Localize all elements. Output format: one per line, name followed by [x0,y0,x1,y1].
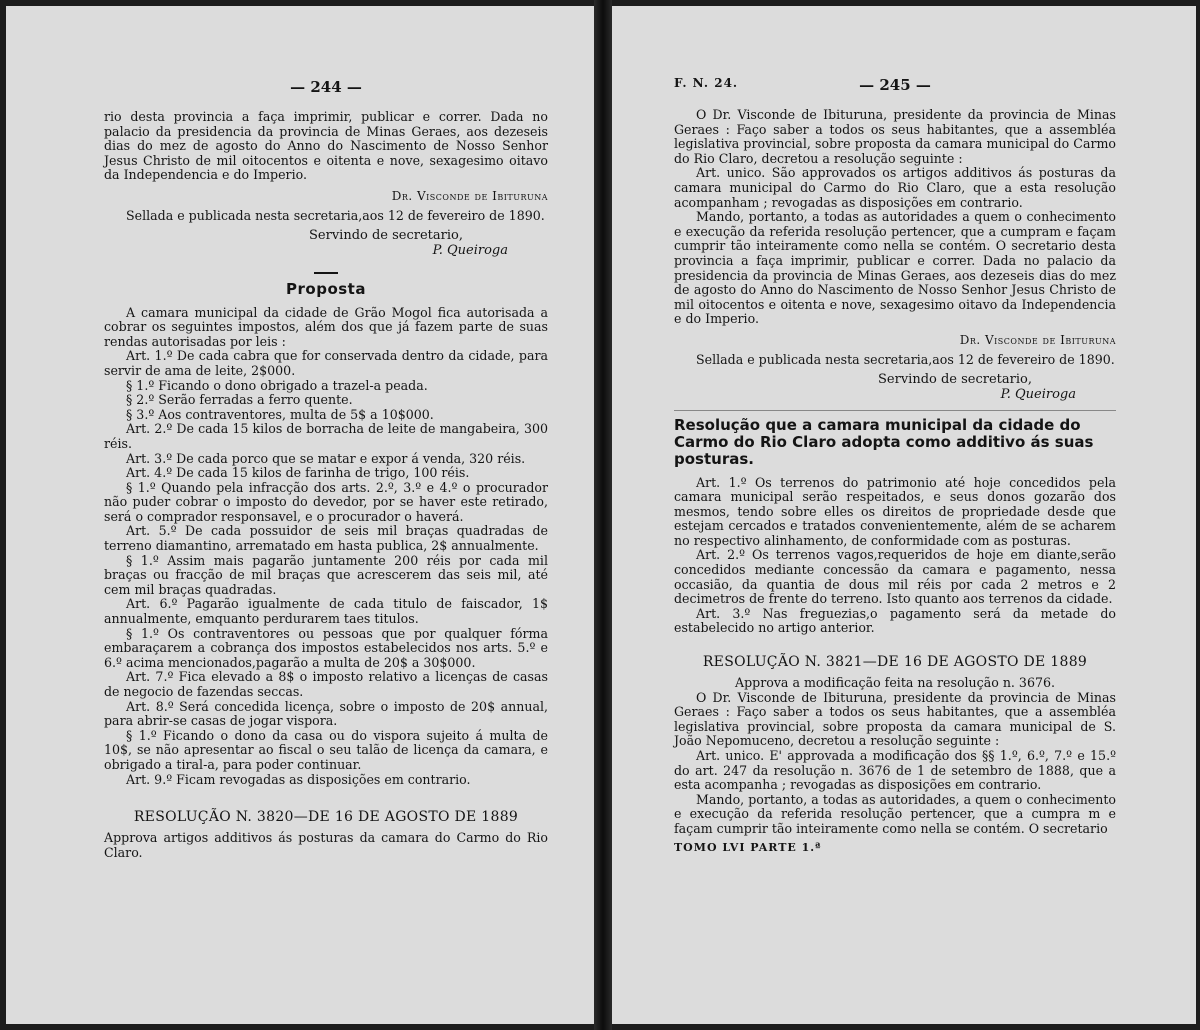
right-paragraph: O Dr. Visconde de Ibituruna, presidente da provincia de Minas Geraes : Faço saber a todos os seus habitantes, que a assembléa legislativa provincial, sobre proposta da camara municipal de S. João Nepomuceno, decretou a resolução seguinte : [674,689,1116,749]
left-page-number: — 244 — [290,78,362,96]
left-secretary-name: P. Queiroga [432,242,508,258]
left-paragraph: § 2.º Serão ferradas a ferro quente. [126,392,353,408]
right-paragraph: Art. 1.º Os terrenos do patrimonio até hoje concedidos pela camara municipal serão respeitados, e seus donos gozarão dos mesmos, tendo sobre elles os direitos de propriedade desde que estejam cercados e tratados convenientemente, além de se acharem no respectivo alinhamento, de conformidade com as posturas. [674,474,1116,548]
left-paragraph: Art. 3.º De cada porco que se matar e expor á venda, 320 réis. [126,450,526,466]
right-resolution-title: RESOLUÇÃO N. 3821—DE 16 DE AGOSTO DE 1889 [702,654,1088,671]
right-paragraph: Mando, portanto, a todas as autoridades, a quem o conhecimento e execução da referida resolução pertencer, que a cumpra m e façam cumprir tão inteiramente como nella se contém. O secretario [674,791,1116,836]
right-paragraph: O Dr. Visconde de Ibituruna, presidente da provincia de Minas Geraes : Faço saber a todos os seus habitantes, que a assembléa legislativa provincial, sobre proposta da camara municipal do Carmo do Rio Claro, decretou a resolução seguinte : [674,107,1116,166]
left-paragraph: § 1.º Quando pela infracção dos arts. 2.º, 3.º e 4.º o procurador não puder cobrar o imposto do devedor, por se haver este retirado, será o comprador responsavel, e o procurador o haverá. [104,479,548,524]
right-signature: Dr. Visconde de Ibituruna [959,332,1116,347]
left-page-header [104,78,548,100]
right-page-header [674,76,1116,98]
left-body [104,306,548,788]
right-footer-signature: TOMO LVI PARTE 1.ª [674,840,822,854]
right-body-b [674,476,1116,637]
right-resolution-summary: Approva a modificação feita na resolução n. 3676. [735,675,1055,691]
right-body-a [674,108,1116,327]
right-paragraph: Art. 2.º Os terrenos vagos,requeridos de hoje em diante,serão concedidos mediante concessão da camara e pagamento, nessa occasião, da quantia de dous mil réis por cada 2 metros e 2 decimetros de frente do terreno. Isto quanto aos terrenos da cidade. [674,547,1116,607]
right-published-line: Sellada e publicada nesta secretaria,aos 12 de fevereiro de 1890. [696,351,1115,367]
right-section-heading: Resolução que a camara municipal da cidade do Carmo do Rio Claro adopta como additivo ás suas posturas. [674,415,1094,468]
right-servindo-line: Servindo de secretario, [878,371,1032,387]
left-paragraph: Art. 8.º Será concedida licença, sobre o imposto de 20$ annual, para abrir-se casas de jogar vispora. [104,698,548,729]
right-page-number: — 245 — [859,76,931,94]
right-paragraph: Art. unico. E' approvada a modificação dos §§ 1.º, 6.º, 7.º e 15.º do art. 247 da resolução n. 3676 de 1 de setembro de 1888, que a esta acompanha ; revogadas as disposições em contrario. [674,748,1116,793]
left-page [6,6,594,1024]
left-paragraph: A camara municipal da cidade de Grão Mogol fica autorisada a cobrar os seguintes impostos, além dos que já fazem parte de suas rendas autorisadas por leis : [104,304,548,349]
left-paragraph: Art. 9.º Ficam revogadas as disposições em contrario. [126,771,471,787]
right-divider [674,410,1116,411]
left-paragraph: § 1.º Os contraventores ou pessoas que por qualquer fórma embaraçarem a cobrança dos impostos estabelecidos nos arts. 5.º e 6.º acima mencionados,pagarão a multa de 20$ a 30$000. [104,625,548,670]
left-paragraph: Art. 2.º De cada 15 kilos de borracha de leite de mangabeira, 300 réis. [104,421,548,451]
left-paragraph: § 3.º Aos contraventores, multa de 5$ a 10$000. [126,406,434,422]
left-paragraph: Art. 5.º De cada possuidor de seis mil braças quadradas de terreno diamantino, arrematado em hasta publica, 2$ annualmente. [104,523,548,554]
left-divider [314,272,338,274]
right-paragraph: Art. unico. São approvados os artigos additivos ás posturas da camara municipal do Carmo do Rio Claro, que a esta resolução acompanham ; revogadas as disposições em contrario. [674,165,1116,210]
left-signature: Dr. Visconde de Ibituruna [391,188,548,203]
left-paragraph: § 1.º Ficando o dono obrigado a trazel-a peada. [126,377,428,393]
left-paragraph: § 1.º Ficando o dono da casa ou do vispora sujeito á multa de 10$, se não apresentar ao fiscal o seu talão de licença da camara, e obrigado a tiral-a, para poder continuar. [104,727,548,772]
left-servindo-line: Servindo de secretario, [309,227,463,243]
left-published-line: Sellada e publicada nesta secretaria,aos 12 de fevereiro de 1890. [126,207,545,223]
book-gutter [594,0,612,1030]
left-resolution-title: RESOLUÇÃO N. 3820—DE 16 DE AGOSTO DE 1889 [133,809,519,826]
left-paragraph: Art. 1.º De cada cabra que for conservada dentro da cidade, para servir de ama de leite, 2$000. [104,348,548,378]
left-paragraph: Art. 6.º Pagarão igualmente de cada titulo de faiscador, 1$ annualmente, emquanto perdurarem taes titulos. [104,596,548,627]
right-signature-mark: F. N. 24. [674,76,739,90]
left-paragraph: Art. 7.º Fica elevado a 8$ o imposto relativo a licenças de casas de negocio de fazendas seccas. [104,669,548,699]
right-paragraph: Art. 3.º Nas freguezias,o pagamento será da metade do estabelecido no artigo anterior. [674,605,1116,636]
left-section-heading: Proposta [286,279,366,298]
left-resolution-summary: Approva artigos additivos ás posturas da camara do Carmo do Rio Claro. [104,830,548,860]
right-page [612,6,1196,1024]
left-intro-text: rio desta provincia a faça imprimir, publicar e correr. Dada no palacio da presidencia da provincia de Minas Geraes, aos dezeseis dias do mez de agosto do Anno do Nascimento de Nosso Senhor Jesus Christo de mil oitocentos e oitenta e nove, sexagesimo oitavo da Independencia e do Imperio. [104,109,548,183]
left-paragraph: § 1.º Assim mais pagarão juntamente 200 réis por cada mil braças ou fracção de mil braças que acrescerem das seis mil, até cem mil braças quadradas. [104,552,548,597]
left-paragraph: Art. 4.º De cada 15 kilos de farinha de trigo, 100 réis. [126,465,470,481]
right-paragraph: Mando, portanto, a todas as autoridades a quem o conhecimento e execução da referida resolução pertencer, que a cumpram e façam cumprir tão inteiramente como nella se contém. O secretario desta provincia a faça imprimir, publicar e correr. Dada no palacio da presidencia da provincia de Minas Geraes, aos dezeseis dias do mez de agosto do Anno do Nascimento de Nosso Senhor Jesus Christo de mil oitocentos e oitenta e nove, sexagesimo oitavo da Independencia e do Imperio. [674,209,1116,327]
right-secretary-name: P. Queiroga [1000,386,1076,402]
right-body-c [674,691,1116,837]
